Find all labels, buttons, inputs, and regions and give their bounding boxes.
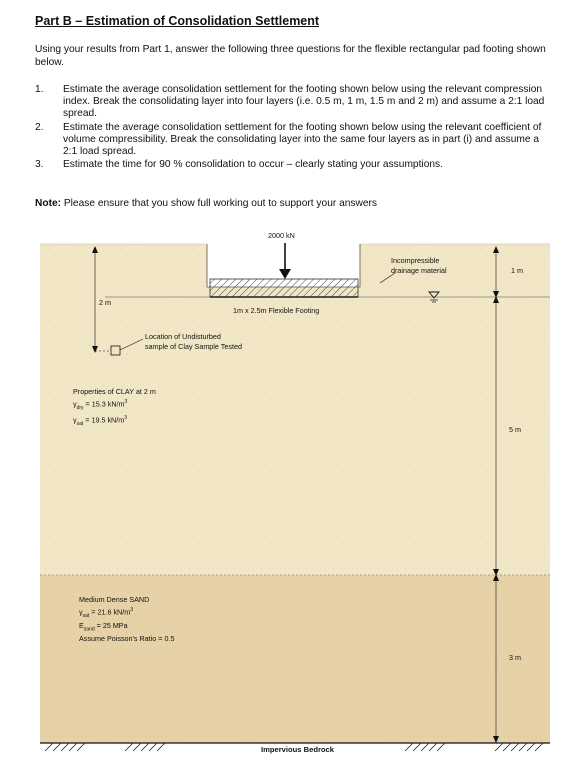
- bedrock-label: Impervious Bedrock: [261, 745, 335, 754]
- question-number: 2.: [35, 121, 44, 133]
- question-text: Estimate the average consolidation settlement for the footing shown below using the relevant compression index. Break the consolidating layer into four layers (i.e. 0.5 m, 1 m, 1.5 m and 2 m) and assume a 2:1 load spread.: [63, 84, 545, 120]
- note-text: Please ensure that you show full working out to support your answers: [61, 198, 378, 209]
- sand-poisson: Assume Poisson's Ratio = 0.5: [79, 634, 175, 644]
- depth-2m-label: 2 m: [99, 298, 111, 307]
- question-number: 1.: [35, 84, 44, 95]
- sand-properties-title: Medium Dense SAND: [79, 595, 150, 604]
- clay-properties-title: Properties of CLAY at 2 m: [73, 387, 156, 396]
- page-heading: Part B – Estimation of Consolidation Settlement: [35, 14, 320, 28]
- sample-label-line1: Location of Undisturbed: [145, 332, 221, 341]
- clay-properties: [73, 387, 156, 429]
- question-item: [35, 159, 555, 171]
- intro-paragraph: Using your results from Part 1, answer the following three questions for the flexible rectangular pad footing shown below.: [35, 44, 546, 68]
- note-line: [35, 198, 377, 209]
- note-label: Note:: [35, 198, 62, 209]
- question-item: [35, 84, 555, 121]
- drainage-label-line2: drainage material: [391, 266, 447, 275]
- depth-3m-label: 3 m: [509, 653, 521, 662]
- clay-gamma-sat: $\gamma_{sat} = 19.5$ $kN/m^3$: [73, 414, 127, 427]
- load-label: 2000 kN: [268, 231, 295, 240]
- question-text: Estimate the time for 90 % consolidation to occur – clearly stating your assumptions.: [63, 159, 443, 171]
- drainage-label-line1: Incompressible: [391, 256, 440, 265]
- sample-label-line2: sample of Clay Sample Tested: [145, 342, 242, 351]
- question-number: 3.: [35, 159, 44, 171]
- question-text: Estimate the average consolidation settlement for the footing shown below using the relevant coefficient of volume compressibility. Break the consolidating layer into the same four layers as in part (i) and assume a 2:1 load spread.: [63, 121, 542, 158]
- sand-properties: [79, 595, 174, 644]
- question-item: [35, 122, 555, 159]
- depth-5m-label: 5 m: [509, 425, 521, 434]
- clay-gamma-dry: $\gamma_{dry} = 15.3$ $kN/m^3$: [73, 399, 128, 411]
- soil-profile-figure: [35, 225, 555, 761]
- footing-label: 1m x 2.5m Flexible Footing: [233, 306, 320, 315]
- sand-modulus: $E_{sand} = 25$ MPa: [79, 620, 128, 633]
- depth-1m-label: 1 m: [511, 266, 523, 275]
- sand-gamma-sat: $\gamma_{sat} = 21.6$ $kN/m^3$: [79, 607, 133, 619]
- question-list: [35, 84, 555, 172]
- footing-block: [210, 279, 358, 297]
